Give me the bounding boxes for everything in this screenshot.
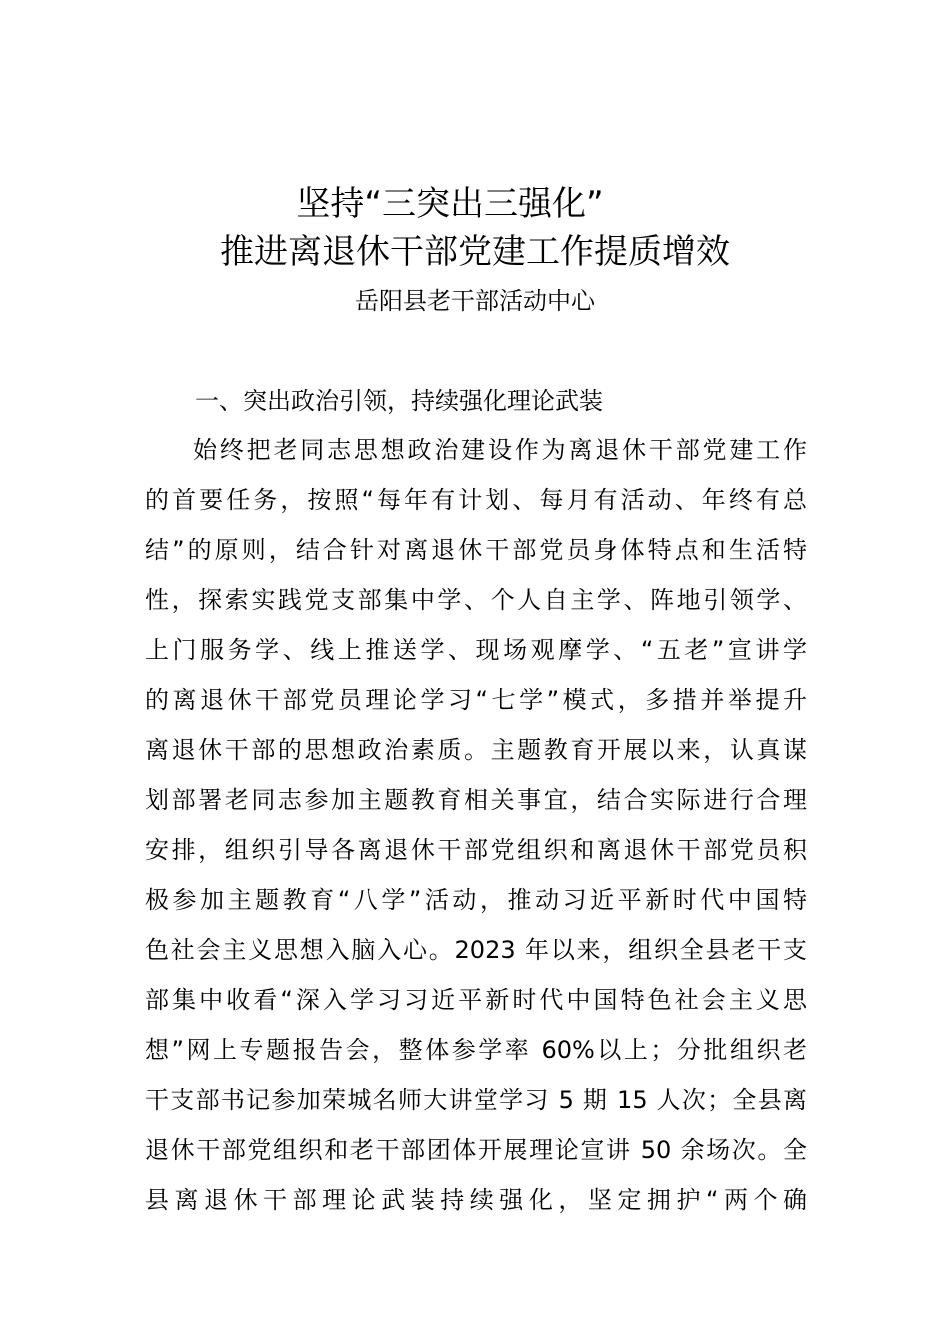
body-line: 县离退休干部理论武装持续强化，坚定拥护“两个确 — [145, 1186, 807, 1214]
body-line: 结”的原则，结合针对离退休干部党员身体特点和生活特 — [145, 536, 807, 564]
body-line: 始终把老同志思想政治建设作为离退休干部党建工作 — [193, 436, 807, 464]
body-line: 极参加主题教育“八学”活动，推动习近平新时代中国特 — [145, 886, 807, 914]
body-line: 离退休干部的思想政治素质。主题教育开展以来，认真谋 — [145, 736, 807, 764]
body-line: 部集中收看“深入学习习近平新时代中国特色社会主义思 — [145, 986, 807, 1014]
document-title-line-1: 坚持“三突出三强化” — [296, 184, 604, 224]
document-title-line-2: 推进离退休干部党建工作提质增效 — [220, 232, 730, 272]
body-line: 的首要任务，按照“每年有计划、每月有活动、年终有总 — [145, 486, 807, 514]
body-line: 上门服务学、线上推送学、现场观摩学、“五老”宣讲学 — [145, 636, 807, 664]
body-paragraph — [145, 425, 807, 1225]
body-line: 想”网上专题报告会，整体参学率 60%以上；分批组织老 — [145, 1036, 807, 1064]
body-line: 安排，组织引导各离退休干部党组织和离退休干部党员积 — [145, 836, 807, 864]
section-heading: 一、突出政治引领，持续强化理论武装 — [195, 387, 603, 415]
body-line: 的离退休干部党员理论学习“七学”模式，多措并举提升 — [145, 686, 807, 714]
body-line: 干支部书记参加荣城名师大讲堂学习 5 期 15 人次；全县离 — [145, 1086, 807, 1114]
body-line: 性，探索实践党支部集中学、个人自主学、阵地引领学、 — [145, 586, 807, 614]
body-line: 退休干部党组织和老干部团体开展理论宣讲 50 余场次。全 — [145, 1136, 807, 1164]
body-line: 划部署老同志参加主题教育相关事宜，结合实际进行合理 — [145, 786, 807, 814]
body-line: 色社会主义思想入脑入心。2023 年以来，组织全县老干支 — [145, 936, 807, 964]
document-author: 岳阳县老干部活动中心 — [355, 287, 595, 315]
